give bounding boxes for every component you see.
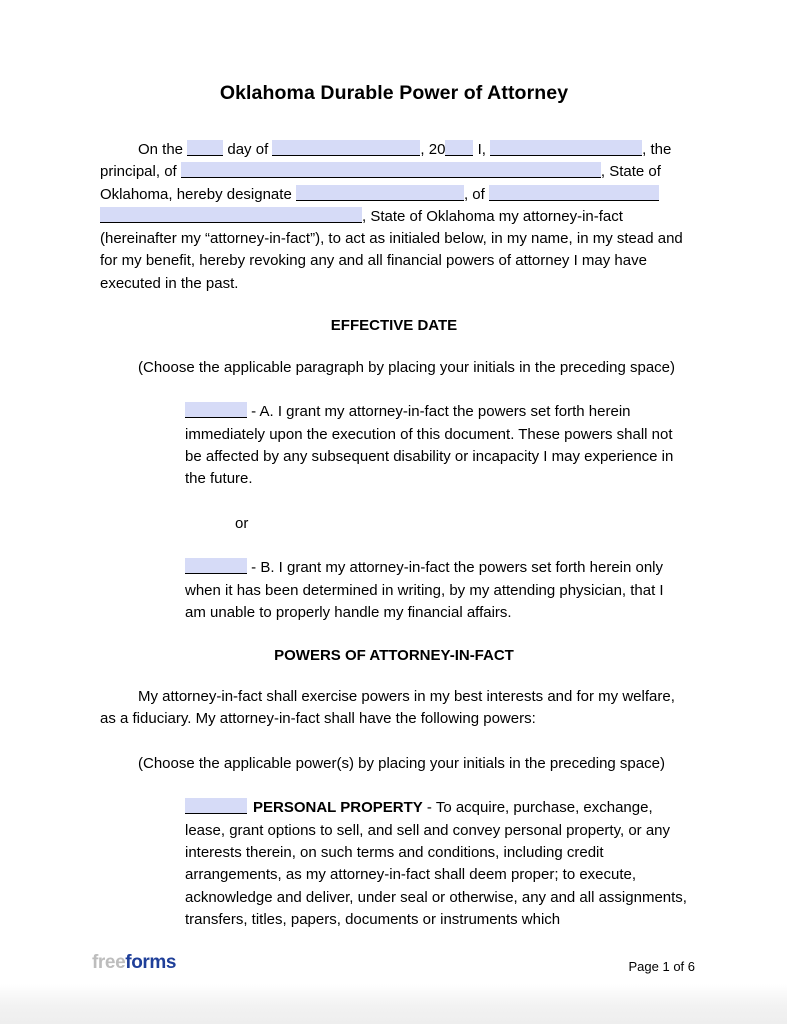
effective-date-option-a [100,401,688,490]
effective-date-instruction: (Choose the applicable paragraph by placing your initials in the preceding space) [138,358,675,376]
principal-address-field[interactable] [181,162,601,178]
spacer [100,664,688,686]
spacer [100,490,688,512]
page-footer [92,952,695,974]
page-bottom-gradient [0,984,787,1024]
year-field[interactable] [445,140,473,156]
initials-field-option-b[interactable] [185,558,247,574]
principal-name-field[interactable] [490,140,642,156]
spacer [100,535,688,557]
initials-field-personal-property[interactable] [185,798,247,814]
intro-text-4: I, [473,141,491,158]
document-content [100,0,688,931]
powers-instruction: (Choose the applicable power(s) by placing your initials in the preceding space) [138,754,665,772]
powers-intro-paragraph: My attorney-in-fact shall exercise powers in my best interests and for my welfare, as a fiduciary. My attorney-in-fact shall have the following powers: [100,687,675,728]
personal-property-body: - To acquire, purchase, exchange, lease, grant options to sell, and sell and convey personal property, or any interests therein, on such terms and conditions, including credit arrangements, as my attorney-in-fact shall deem proper; to execute, acknowledge and deliver, under seal or otherwise, any and all assignments, transfers, titles, papers, documents or instruments which [185,799,687,928]
intro-paragraph [100,105,688,295]
or-separator: or [235,514,249,532]
intro-text-6: , State of Oklahoma, hereby designate [100,163,661,203]
effective-date-option-b [100,557,688,624]
intro-text-8: , State of Oklahoma my attorney-in-fact (hereinafter my “attorney-in-fact”), to act as initialed below, in my name, in my stead and for my benefit, hereby revoking any and all financial powers of attorney I may have executed in the past. [100,207,683,292]
attorney-address-field-line1[interactable] [489,185,659,201]
spacer [100,730,688,752]
spacer [100,775,688,797]
personal-property-label: PERSONAL PROPERTY [253,799,423,817]
day-field[interactable] [187,140,223,156]
power-personal-property [100,797,688,931]
intro-text-2: day of [223,141,273,158]
page-title: Oklahoma Durable Power of Attorney [219,82,569,104]
option-b-text: - B. I grant my attorney-in-fact the powers set forth herein only when it has been determined in writing, by my attending physician, that I am unable to properly handle my financial affairs. [185,559,664,621]
section-heading-effective-date: EFFECTIVE DATE [330,317,458,335]
logo-text-free: free [92,952,126,973]
intro-text-5: , the principal, of [100,141,672,181]
intro-text-1: On the [138,141,188,158]
attorney-address-field-line2[interactable] [100,207,362,223]
page-number: Page 1 of 6 [628,959,695,974]
spacer [100,379,688,401]
spacer [100,624,688,646]
spacer [100,334,688,356]
option-a-text: - A. I grant my attorney-in-fact the powers set forth herein immediately upon the execution of this document. These powers shall not be affected by any subsequent disability or incapacity I may experience in the future. [185,403,674,488]
month-field[interactable] [272,140,420,156]
intro-text-3: , 20 [420,141,446,158]
logo-text-forms: forms [125,952,177,973]
attorney-name-field[interactable] [296,185,464,201]
section-heading-powers: POWERS OF ATTORNEY-IN-FACT [274,646,514,664]
spacer [100,295,688,317]
freeforms-logo[interactable] [92,952,176,974]
initials-field-option-a[interactable] [185,402,247,418]
intro-text-7: , of [463,185,489,203]
